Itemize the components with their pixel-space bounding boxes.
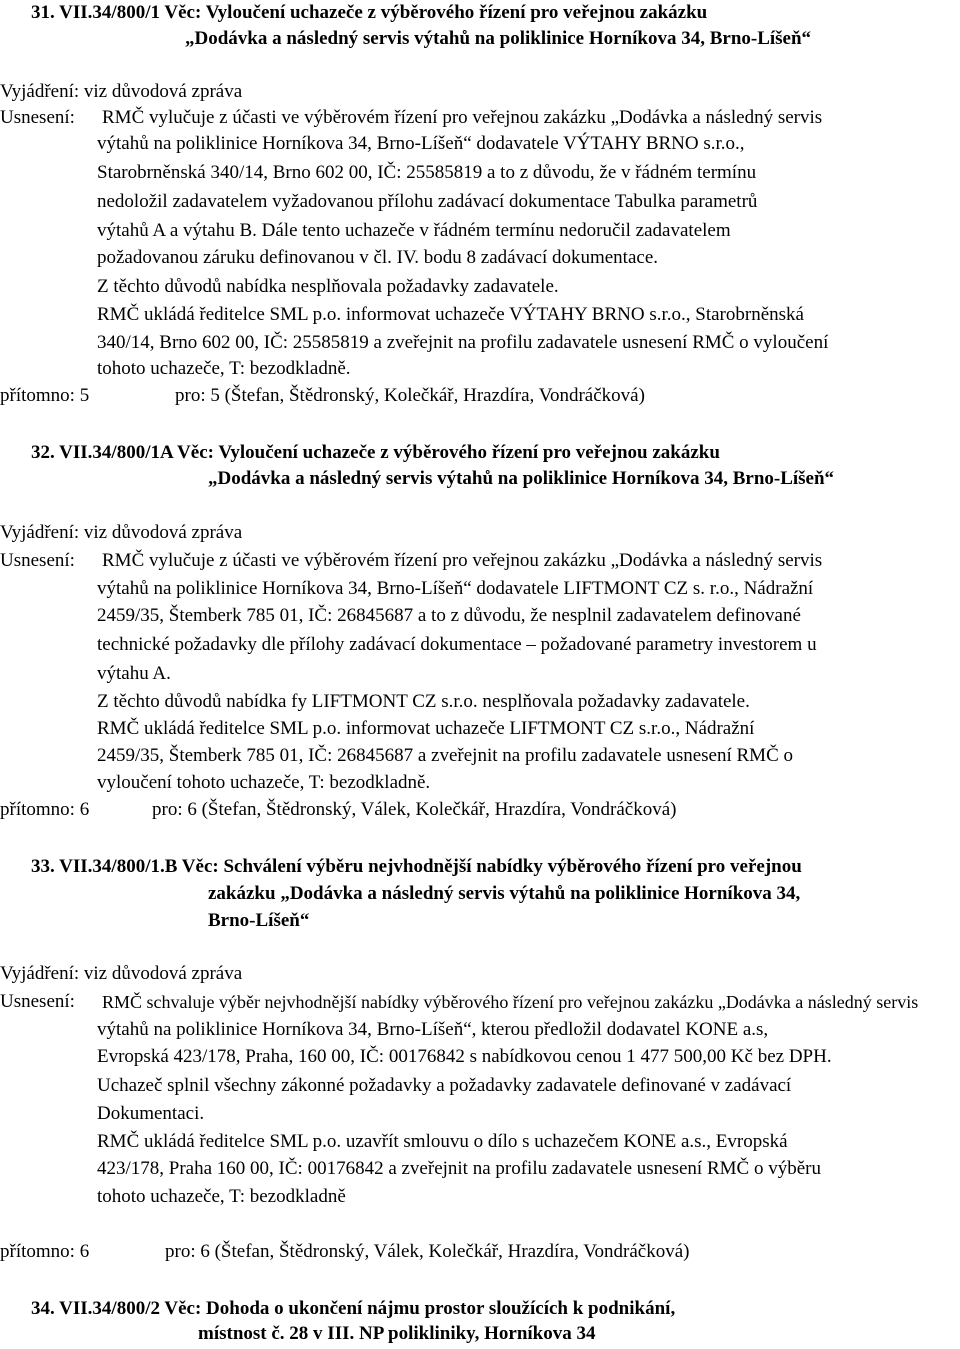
item-31-usneseni-label: Usnesení: — [0, 107, 75, 128]
item-32-usneseni-line-3: 2459/35, Štemberk 785 01, IČ: 26845687 a to z důvodu, že nesplnil zadavatelem definované — [97, 605, 801, 626]
item-31-pro: pro: 5 (Štefan, Štědronský, Kolečkář, Hrazdíra, Vondráčková) — [175, 385, 645, 406]
item-33-pro: pro: 6 (Štefan, Štědronský, Válek, Kolečkář, Hrazdíra, Vondráčková) — [165, 1241, 690, 1262]
item-31-usneseni-line-4: nedoložil zadavatelem vyžadovanou přílohu zadávací dokumentace Tabulka parametrů — [97, 191, 758, 212]
item-31-usneseni-line-10: tohoto uchazeče, T: bezodkladně. — [97, 358, 351, 379]
item-33-title-line-2: zakázku „Dodávka a následný servis výtahů na poliklinice Horníkova 34, — [208, 883, 801, 904]
item-32-title-line-2: „Dodávka a následný servis výtahů na poliklinice Horníkova 34, Brno-Líšeň“ — [208, 468, 835, 489]
item-32-usneseni-line-2: výtahů na poliklinice Horníkova 34, Brno-Líšeň“ dodavatele LIFTMONT CZ s. r.o., Nádražní — [97, 578, 814, 599]
item-31-title-line-1: 31. VII.34/800/1 Věc: Vyloučení uchazeče z výběrového řízení pro veřejnou zakázku — [31, 2, 708, 23]
item-32-usneseni-line-6: Z těchto důvodů nabídka fy LIFTMONT CZ s.r.o. nesplňovala požadavky zadavatele. — [97, 691, 750, 712]
item-31-title-line-2: „Dodávka a následný servis výtahů na poliklinice Horníkova 34, Brno-Líšeň“ — [185, 28, 812, 49]
item-33-vyjadreni: Vyjádření: viz důvodová zpráva — [0, 963, 243, 984]
item-31-usneseni-line-8: RMČ ukládá ředitelce SML p.o. informovat uchazeče VÝTAHY BRNO s.r.o., Starobrněnská — [97, 304, 804, 325]
item-32-usneseni-line-7: RMČ ukládá ředitelce SML p.o. informovat uchazeče LIFTMONT CZ s.r.o., Nádražní — [97, 718, 755, 739]
item-31-vyjadreni: Vyjádření: viz důvodová zpráva — [0, 81, 243, 102]
item-33-usneseni-line-2: výtahů na poliklinice Horníkova 34, Brno-Líšeň“, kterou předložil dodavatel KONE a.s, — [97, 1019, 769, 1040]
item-33-usneseni-label: Usnesení: — [0, 991, 75, 1012]
item-34-title-line-1: 34. VII.34/800/2 Věc: Dohoda o ukončení nájmu prostor sloužících k podnikání, — [31, 1298, 676, 1319]
item-31-usneseni-line-7: Z těchto důvodů nabídka nesplňovala požadavky zadavatele. — [97, 276, 559, 297]
item-32-usneseni-line-8: 2459/35, Štemberk 785 01, IČ: 26845687 a zveřejnit na profilu zadavatele usnesení RMČ o — [97, 745, 793, 766]
item-31-usneseni-line-2: výtahů na poliklinice Horníkova 34, Brno-Líšeň“ dodavatele VÝTAHY BRNO s.r.o., — [97, 133, 745, 154]
item-33-title-line-3: Brno-Líšeň“ — [208, 910, 310, 931]
item-33-pritomno: přítomno: 6 — [0, 1241, 90, 1262]
item-31-usneseni-line-5: výtahů A a výtahu B. Dále tento uchazeče v řádném termínu nedoručil zadavatelem — [97, 220, 731, 241]
item-32-usneseni-line-4: technické požadavky dle přílohy zadávací dokumentace – požadované parametry investorem u — [97, 634, 817, 655]
item-33-usneseni-line-8: tohoto uchazeče, T: bezodkladně — [97, 1186, 346, 1207]
item-32-title-line-1: 32. VII.34/800/1A Věc: Vyloučení uchazeče z výběrového řízení pro veřejnou zakázku — [31, 442, 720, 463]
item-31-usneseni-line-9: 340/14, Brno 602 00, IČ: 25585819 a zveřejnit na profilu zadavatele usnesení RMČ o vyloučení — [97, 332, 829, 353]
item-33-usneseni-line-6: RMČ ukládá ředitelce SML p.o. uzavřít smlouvu o dílo s uchazečem KONE a.s., Evropská — [97, 1131, 788, 1152]
item-31-usneseni-line-6: požadovanou záruku definovanou v čl. IV. bodu 8 zadávací dokumentace. — [97, 247, 659, 268]
item-32-usneseni-line-1: RMČ vylučuje z účasti ve výběrovém řízení pro veřejnou zakázku „Dodávka a následný servis — [102, 550, 823, 571]
item-32-pritomno: přítomno: 6 — [0, 799, 90, 820]
item-33-usneseni-line-5: Dokumentaci. — [97, 1103, 205, 1124]
item-31-usneseni-line-1: RMČ vylučuje z účasti ve výběrovém řízení pro veřejnou zakázku „Dodávka a následný servis — [102, 107, 823, 128]
item-32-pro: pro: 6 (Štefan, Štědronský, Válek, Kolečkář, Hrazdíra, Vondráčková) — [152, 799, 677, 820]
item-33-usneseni-line-4: Uchazeč splnil všechny zákonné požadavky a požadavky zadavatele definované v zadávací — [97, 1075, 792, 1096]
item-32-usneseni-label: Usnesení: — [0, 550, 75, 571]
item-33-usneseni-line-1: RMČ schvaluje výběr nejvhodnější nabídky výběrového řízení pro veřejnou zakázku „Dodávka a následný servis — [102, 992, 919, 1012]
item-32-usneseni-line-5: výtahu A. — [97, 663, 171, 684]
item-32-vyjadreni: Vyjádření: viz důvodová zpráva — [0, 522, 243, 543]
item-31-pritomno: přítomno: 5 — [0, 385, 90, 406]
item-33-title-line-1: 33. VII.34/800/1.B Věc: Schválení výběru nejvhodnější nabídky výběrového řízení pro veřejnou — [31, 856, 802, 877]
item-31-usneseni-line-3: Starobrněnská 340/14, Brno 602 00, IČ: 25585819 a to z důvodu, že v řádném termínu — [97, 162, 757, 183]
item-33-usneseni-line-3: Evropská 423/178, Praha, 160 00, IČ: 00176842 s nabídkovou cenou 1 477 500,00 Kč bez DPH. — [97, 1046, 832, 1067]
item-32-usneseni-line-9: vyloučení tohoto uchazeče, T: bezodkladně. — [97, 772, 431, 793]
item-34-title-line-2: místnost č. 28 v III. NP polikliniky, Horníkova 34 — [198, 1323, 596, 1344]
item-33-usneseni-line-7: 423/178, Praha 160 00, IČ: 00176842 a zveřejnit na profilu zadavatele usnesení RMČ o výběru — [97, 1158, 821, 1179]
